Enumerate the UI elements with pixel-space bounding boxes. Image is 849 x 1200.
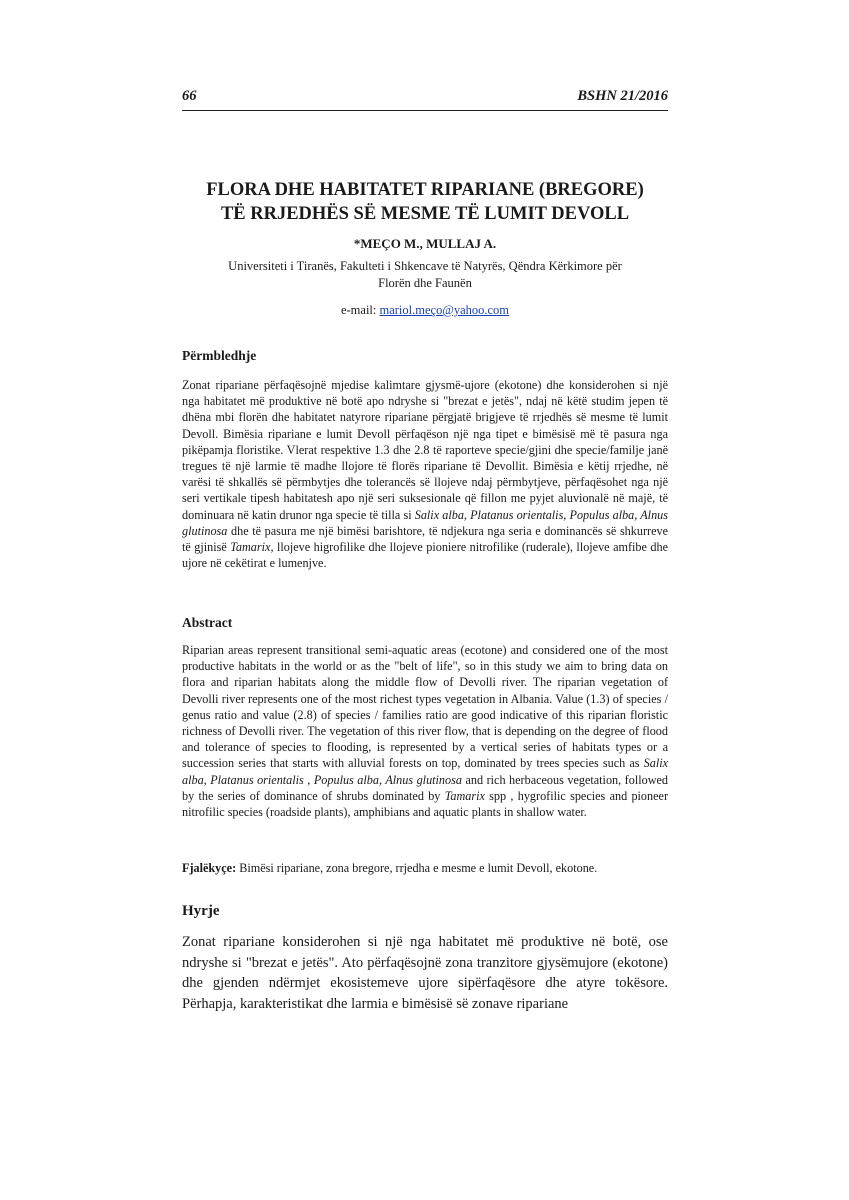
title-line-2: TË RRJEDHËS SË MESME TË LUMIT DEVOLL <box>220 204 630 224</box>
abstract-text-3: spp , hygrofilic species and pioneer nitrofilic species (roadside plants), amphibians and aquatic plants in shallow water. <box>182 788 668 820</box>
journal-issue: BSHN 21/2016 <box>577 88 668 104</box>
keywords-text: Bimësi ripariane, zona bregore, rrjedha e mesme e lumit Devoll, ekotone. <box>236 861 598 875</box>
authors: *MEÇO M., MULLAJ A. <box>353 236 497 251</box>
abstract-body <box>182 642 668 820</box>
permbledhje-species-2: Tamarix <box>230 540 271 555</box>
affiliation-line-1: Universiteti i Tiranës, Fakulteti i Shkencave të Natyrës, Qëndra Kërkimore për <box>228 259 622 273</box>
contact-email <box>182 303 668 318</box>
title-line-1: FLORA DHE HABITATET RIPARIANE (BREGORE) <box>206 180 644 200</box>
permbledhje-text-1: Zonat ripariane përfaqësojnë mjedise kalimtare gjysmë-ujore (ekotone) dhe konsiderohen si një nga habitatet më produktive në botë apo ndryshe si "brezat e jetës", ndaj në këtë studim jepen të dhëna mbi florën dhe habitatet natyrore ripariane përgjatë brigjeve të rrjedhës së mesme të lumit Devoll. Bimësia ripariane e lumit Devoll përfaqëson një nga tipet e bimësisë më të pasura nga pikëpamja floristike. Vlerat respektive 1.3 dhe 2.8 të raporteve specie/gjini dhe specie/familje janë tregues të një larmie të madhe llojore të florës ripariane të Devollit. Bimësia e këtij rrjedhe, në varësi të shkallës së përmbytjes dhe tolerancës së llojeve ndaj përmbytjeve, përfaqësohet nga një seri vertikale tipesh habitatesh apo një seri suksesionale që fillon me pyjet aluvionalë në majë, të dominuara në katin drunor nga specie të tilla si <box>182 378 668 522</box>
abstract-text-1: Riparian areas represent transitional semi-aquatic areas (ecotone) and considered one of the most productive habitats in the world or as the "belt of life", so in this study we aim to bring data on flora and riparian habitats along the middle flow of Devolli river. The riparian vegetation of Devolli river represents one of the most richest types vegetation in Albania. Value (1.3) of species / genus ratio and value (2.8) of species / families ratio are good indicative of this riparian floristic richness of Devolli river. The vegetation of this river flow, that is depending on the degree of flood and tolerance of species to flooding, is represented by a vertical series of habitats types or a succession series that starts with alluvial forests on top, dominated by trees species such as <box>182 643 668 771</box>
permbledhje-text-3: , llojeve higrofilike dhe llojeve pioniere nitrofilike (ruderale), llojeve amfibe dhe ujore në cekëtirat e lumenjve. <box>182 540 668 571</box>
email-label: e-mail: <box>340 303 380 317</box>
abstract-text-2: and rich herbaceous vegetation, followed by the series of dominance of shrubs dominated by <box>182 772 669 803</box>
abstract-species-2: Tamarix <box>444 788 485 803</box>
hyrje-body: Zonat ripariane konsiderohen si një nga habitatet më produktive në botë, ose ndryshe si "brezat e jetës". Ato përfaqësojnë zona tranzitore gjysëmujore (ekotone) dhe gjenden ndërmjet ekosistemeve ujore sipërfaqësore dhe atyre tokësore. Përhapja, karakteristikat dhe larmia e bimësisë së zonave ripariane <box>182 934 668 1012</box>
abstract-heading: Abstract <box>182 615 233 630</box>
page-number: 66 <box>182 88 197 104</box>
permbledhje-body <box>182 377 668 571</box>
keywords <box>182 860 668 876</box>
email-link[interactable]: mariol.meço@yahoo.com <box>379 303 510 317</box>
permbledhje-heading: Përmbledhje <box>182 348 257 363</box>
hyrje-heading: Hyrje <box>182 903 220 919</box>
permbledhje-species-1: Salix alba, Platanus orientalis, Populus alba, Alnus glutinosa <box>182 507 668 538</box>
paper-title <box>182 178 668 226</box>
abstract-species-1: Salix alba, Platanus orientalis , Populus alba, Alnus glutinosa <box>182 756 668 787</box>
running-header <box>182 88 668 111</box>
affiliation-line-2: Florën dhe Faunën <box>378 276 472 290</box>
permbledhje-text-2: dhe të pasura me një bimësi barishtore, të ndjekura nga seria e dominancës së shkurreve të gjinisë <box>182 523 668 555</box>
keywords-label: Fjalëkyçe: <box>182 861 237 875</box>
affiliation <box>200 258 650 292</box>
